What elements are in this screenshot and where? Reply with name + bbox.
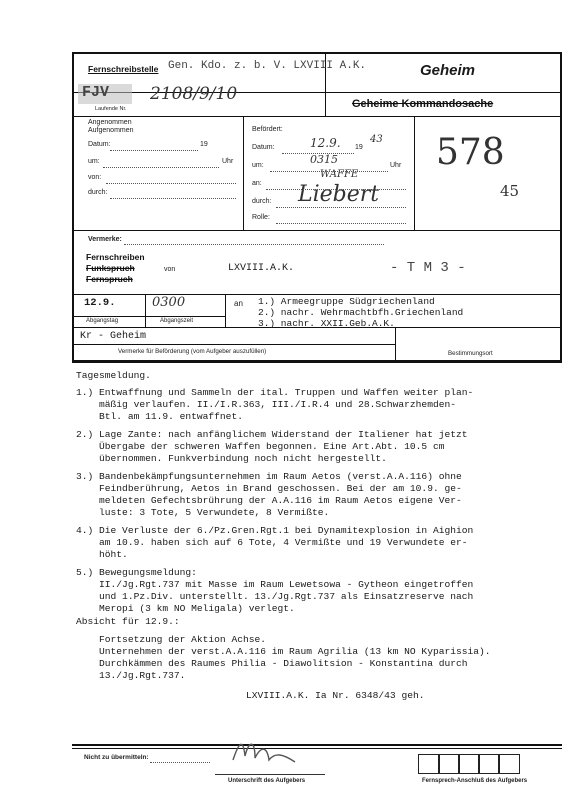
body-line: 5.) Bewegungsmeldung: — [76, 567, 197, 578]
type-teletype: Fernschreiben — [86, 252, 145, 262]
body-line: II./Jg.Rgt.737 mit Masse im Raum Lewetsowa - Gytheon eingetroffen — [76, 579, 474, 590]
form-rule — [72, 92, 562, 93]
dotted-line — [110, 198, 236, 199]
reference-signature-line: LXVIII.A.K. Ia Nr. 6348/43 geh. — [246, 690, 425, 701]
recipient-2: 2.) nachr. Wehrmachtbfh.Griechenland — [258, 307, 464, 318]
recorded-label: Aufgenommen — [88, 127, 134, 134]
received-year: 19 — [200, 141, 208, 148]
dispatch-time: 0300 — [152, 295, 186, 310]
footer-rule — [72, 744, 562, 746]
body-line: Unternehmen der verst.A.A.116 im Raum Agrilia (13 km NO Kyparissia). — [76, 646, 491, 657]
received-by-label: durch: — [88, 189, 108, 196]
form-rule — [395, 327, 396, 362]
type-phone-struck: Fernspruch — [86, 274, 133, 284]
sent-to: WAFFE — [320, 169, 359, 180]
remarks-label: Vermerke: — [88, 236, 122, 243]
phone-label: Fernsprech-Anschluß des Aufgebers — [422, 778, 528, 784]
reference-subnumber: 45 — [500, 182, 520, 200]
sent-by-signature: Liebert — [298, 182, 380, 207]
form-rule — [243, 116, 244, 230]
sent-year: 43 — [370, 134, 383, 145]
dotted-line — [124, 244, 384, 245]
sent-by-label: durch: — [252, 198, 272, 205]
dotted-line — [282, 153, 354, 154]
received-uhr: Uhr — [222, 158, 234, 165]
priority-note: Vermerke für Beförderung (vom Aufgeber auszufüllen) — [118, 348, 267, 355]
body-line: Feindberührung, Aetos in Brand geschossen. Bei der am 10.9. ge- — [76, 483, 462, 494]
form-rule — [72, 116, 562, 117]
form-rule — [72, 316, 225, 317]
dotted-line — [110, 150, 198, 151]
destination-label: Bestimmungsort — [448, 350, 493, 357]
body-line: mäßig verlaufen. II./I.R.363, III./I.R.4 und 28.Schwarzhemden- — [76, 399, 456, 410]
phone-box — [418, 754, 440, 774]
dotted-line — [150, 762, 210, 763]
sent-date: 12.9. — [310, 136, 341, 150]
sent-time-label: um: — [252, 162, 264, 169]
registry-stamp: FJV — [82, 84, 110, 101]
received-label: Angenommen — [88, 119, 132, 126]
form-rule — [225, 294, 226, 327]
from-label: von — [164, 266, 176, 273]
sent-year-prefix: 19 — [355, 144, 363, 151]
body-line: Meropi (3 km NO Meligala) verlegt. — [76, 603, 295, 614]
dispatch-day-label: Abgangstag — [86, 318, 119, 324]
dotted-line — [106, 183, 236, 184]
form-rule — [414, 116, 415, 230]
recipient-1: 1.) Armeegruppe Südgriechenland — [258, 296, 435, 307]
sent-to-label: an: — [252, 180, 262, 187]
sender-unit: LXVIII.A.K. — [228, 263, 295, 274]
body-line: meldeten Gefechtsbrührung der A.A.116 im Raum Aetos eigene Ver- — [76, 495, 462, 506]
received-time-label: um: — [88, 158, 100, 165]
body-line: Fortsetzung der Aktion Achse. — [76, 634, 266, 645]
sent-time: 0315 — [310, 153, 338, 166]
body-line: 1.) Entwaffnung und Sammeln der ital. Truppen und Waffen weiter plan- — [76, 387, 474, 398]
body-line: am 10.9. haben sich auf 6 Tote, 4 Vermißte und 19 Verwundete er- — [76, 537, 468, 548]
classification: Geheim — [420, 62, 476, 79]
dotted-line — [270, 171, 388, 172]
sent-title: Befördert: — [252, 126, 283, 133]
body-line: und 1.Pz.Div. unterstellt. 13./Jg.Rgt.737 als Einsatzreserve nach — [76, 591, 474, 602]
to-label: an — [234, 299, 243, 308]
classification-struck: Geheime Kommandosache — [352, 98, 494, 110]
body-line: Tagesmeldung. — [76, 370, 151, 381]
sent-uhr: Uhr — [390, 162, 402, 169]
body-line: Durchkämmen des Raumes Philia - Diawolitsion - Konstantina durch — [76, 658, 468, 669]
sender-signature-scrawl — [225, 732, 305, 772]
dotted-line — [103, 167, 219, 168]
form-rule — [72, 362, 562, 363]
not-transmit-label: Nicht zu übermitteln: — [84, 754, 149, 761]
body-line: 3.) Bandenbekämpfungsunternehmen im Raum Aetos (verst.A.A.116) ohne — [76, 471, 462, 482]
form-rule — [72, 230, 562, 231]
phone-box — [478, 754, 500, 774]
body-line: Btl. am 11.9. entwaffnet. — [76, 411, 243, 422]
sent-roll-label: Rolle: — [252, 214, 270, 221]
signature-line — [215, 774, 325, 775]
dotted-line — [266, 189, 406, 190]
recipient-3: 3.) nachr. XXII.Geb.A.K. — [258, 318, 395, 329]
priority: Kr - Geheim — [80, 331, 147, 342]
form-title: Fernschreibstelle — [88, 64, 159, 74]
form-rule — [72, 344, 395, 345]
unit-stamp: Gen. Kdo. z. b. V. LXVIII A.K. — [168, 60, 367, 72]
body-line: 13./Jg.Rgt.737. — [76, 670, 186, 681]
sender-signature-label: Unterschrift des Aufgebers — [228, 778, 306, 784]
body-line: 2.) Lage Zante: nach anfänglichem Widerstand der Italiener hat jetzt — [76, 429, 468, 440]
form-rule — [145, 294, 146, 327]
body-line: luste: 3 Tote, 5 Verwundete, 8 Vermißte. — [76, 507, 330, 518]
journal-number: 2108/9/10 — [150, 84, 238, 104]
phone-box — [438, 754, 460, 774]
type-radio-struck: Funkspruch — [86, 263, 135, 273]
received-date-label: Datum: — [88, 141, 111, 148]
body-line: Absicht für 12.9.: — [76, 616, 180, 627]
footer-rule — [72, 748, 562, 749]
journal-label: Laufende Nr. — [95, 106, 127, 112]
dispatch-time-label: Abgangszeit — [160, 318, 194, 324]
message-code: - T M 3 - — [390, 260, 466, 276]
body-line: Übergabe der schweren Waffen begonnen. Eine Art.Abt. 10.5 cm — [76, 441, 445, 452]
reference-number: 578 — [436, 132, 505, 173]
body-line: höht. — [76, 549, 128, 560]
dotted-line — [276, 207, 406, 208]
phone-box — [458, 754, 480, 774]
dispatch-day: 12.9. — [84, 297, 116, 309]
phone-box — [498, 754, 520, 774]
body-line: übernommen. Funkverbindung noch nicht hergestellt. — [76, 453, 387, 464]
sent-date-label: Datum: — [252, 144, 275, 151]
received-from-label: von: — [88, 174, 102, 181]
dotted-line — [276, 223, 406, 224]
body-line: 4.) Die Verluste der 6./Pz.Gren.Rgt.1 bei Dynamitexplosion in Aighion — [76, 525, 474, 536]
